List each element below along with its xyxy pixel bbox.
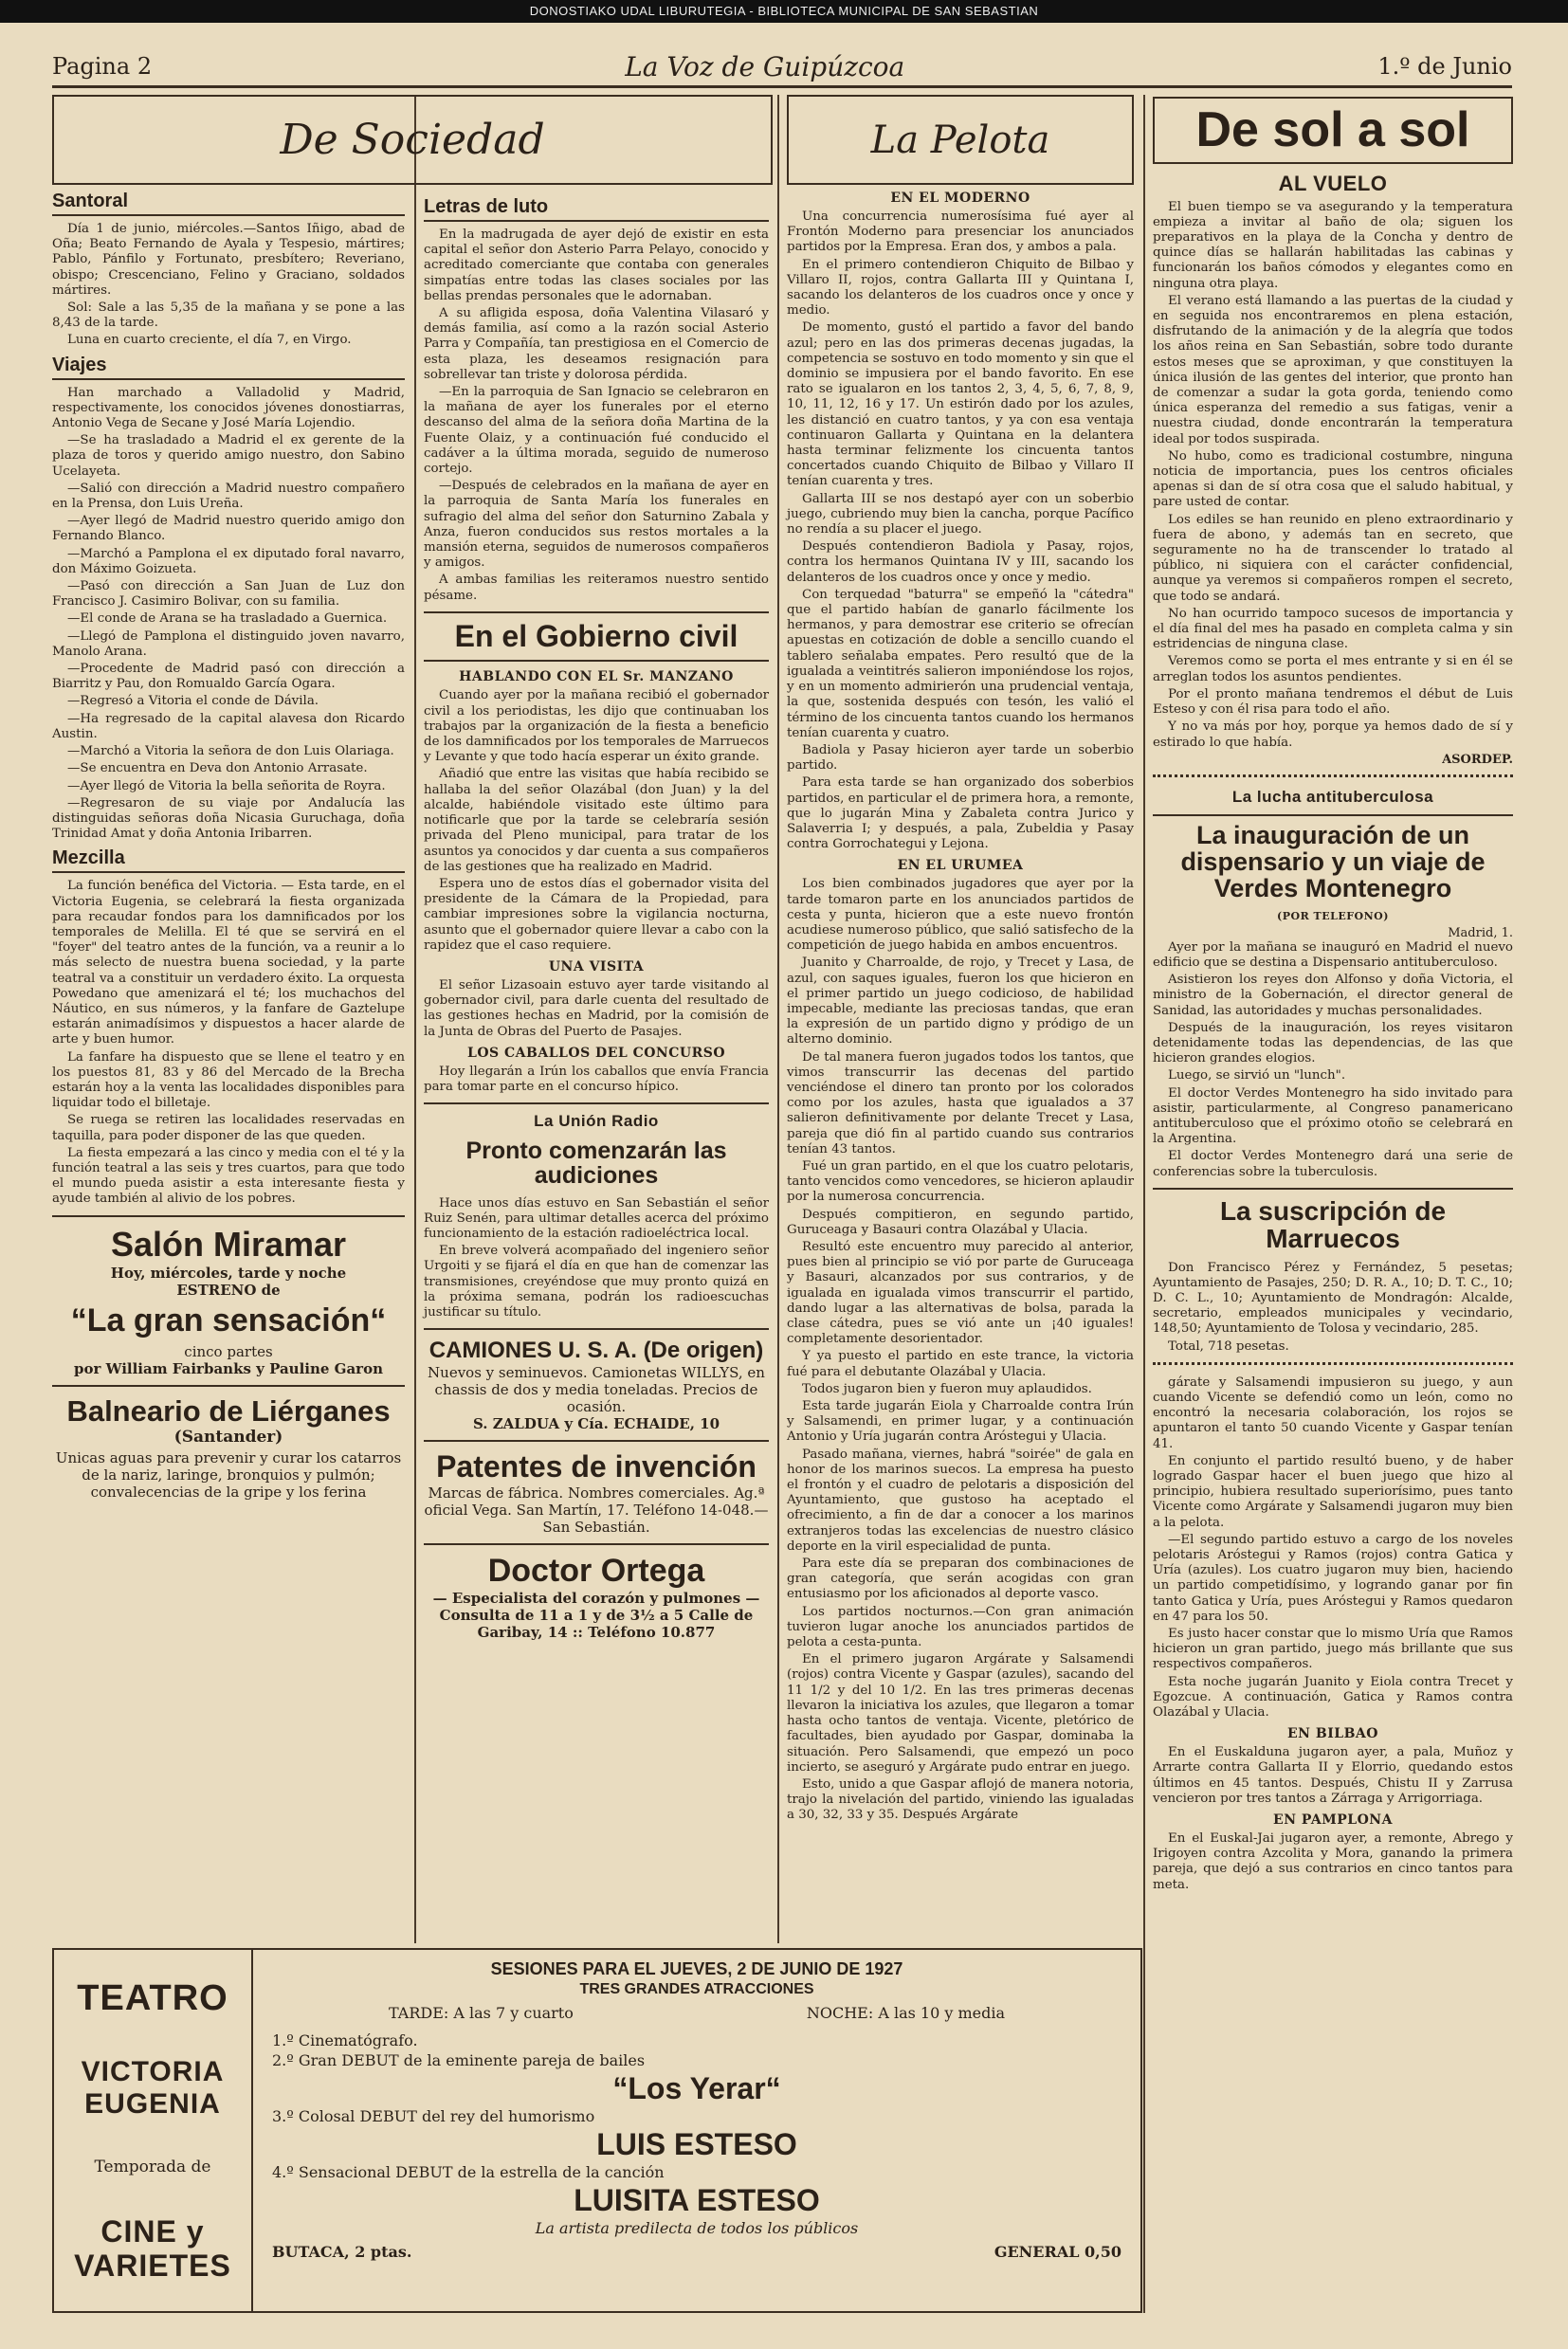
viajes-para: —Llegó de Pamplona el distinguido joven navarro, Manolo Arana. bbox=[52, 628, 405, 659]
archive-bar: DONOSTIAKO UDAL LIBURUTEGIA - BIBLIOTECA MUNICIPAL DE SAN SEBASTIAN bbox=[0, 0, 1568, 23]
theatre-act: “Los Yerar“ bbox=[612, 2071, 781, 2105]
fiesta-para: Los partidos nocturnos.—Con gran animación tuvieron lugar anoche los anunciados partidos de pelota a cesta-punta. bbox=[787, 1604, 1134, 1650]
radio-para: En breve volverá acompañado del ingeniero señor Urgoiti y se fijará el día en que han de comenzar las transmisiones, creyéndose que muy pronto quizá en la próxima semana, podrán los radioescuchas justificar su título. bbox=[424, 1244, 769, 1320]
ad-miramar-line: ESTRENO de bbox=[176, 1281, 281, 1299]
theatre-noche: NOCHE: A las 10 y media bbox=[806, 2004, 1006, 2022]
gobierno-subhead: UNA VISITA bbox=[548, 958, 645, 974]
marruecos-para: Don Francisco Pérez y Fernández, 5 pesetas; Ayuntamiento de Pasajes, 250; D. R. A., 10; D. T. C., 10; D. C. L., 10; Ayuntamiento de Mondragón: Alcalde, secretario, empleados municipales y vecindario, 148,50; Ayuntamiento de Tolosa y vecindario, 285. bbox=[1153, 1260, 1513, 1337]
lucha-para: Asistieron los reyes don Alfonso y doña Victoria, el ministro de la Gobernación, el director general de Sanidad, las autoridades y muchas personalidades. bbox=[1153, 973, 1513, 1018]
divider bbox=[1153, 1188, 1513, 1190]
fiesta-para: En el primero jugaron Argárate y Salsamendi (rojos) contra Vicente y Gaspar (azules), sacando del 11 1/2 y del 10 1/2. En las tres primeras decenas llevaron la iniciativa los azules, que llegaron a tomar hasta ocho tantos de ventaja. Vicente, pletórico de facultades, bien ayudado por Gaspar, dominaba la situación. Pero Salsamendi, que empezó un poco incierto, se aseguró y Argárate pudo entrar en juego. bbox=[787, 1652, 1134, 1775]
ad-miramar-name: Salón Miramar bbox=[110, 1224, 347, 1264]
santoral-para: Día 1 de junio, miércoles.—Santos Iñigo, abad de Oña; Beato Fernando de Ayala y Tespesio, mártires; Pablo, Pánfilo y Fortunato, presbítero; Reveriano, obispo; Crescenciano, Felino y Graciano, soldados mártires. bbox=[52, 222, 405, 298]
fiesta-para: Para este día se preparan dos combinaciones de gran categoría, que serán acogidas con gran entusiasmo por los aficionados al deporte vasco. bbox=[787, 1557, 1134, 1602]
viajes-para: —Salió con dirección a Madrid nuestro compañero en la Prensa, don Luis Ureña. bbox=[52, 481, 405, 512]
theatre-item: 1.º Cinematógrafo. bbox=[272, 2031, 418, 2049]
urumea-para: Después compitieron, en segundo partido, Guruceaga y Basauri contra Olazábal y Ulacia. bbox=[787, 1207, 1134, 1237]
mezcla-para: La fanfare ha dispuesto que se llene el teatro y en los puestos 81, 83 y 86 del Mercado de la Brecha estarán hoy a la venta las localidades disponibles para liquidar todo el billetaje. bbox=[52, 1049, 405, 1111]
viajes-para: —Marchó a Pamplona el ex diputado foral navarro, don Máximo Goizueta. bbox=[52, 546, 405, 576]
theatre-item: 4.º Sensacional DEBUT de la estrella de la canción bbox=[272, 2163, 665, 2181]
divider bbox=[52, 1215, 405, 1217]
sol-para: Por el pronto mañana tendremos el début de Luis Esteso y con él risa para todo el año. bbox=[1153, 686, 1513, 718]
theatre-name-block bbox=[54, 1950, 253, 2311]
urumea-para: Los bien combinados jugadores que ayer por la tarde tomaron parte en los anunciados partidos de cesta y punta, hicieron que a este nuevo frontón acudiese numeroso público, que salió satisfecho de la competición de juego habida en ambos encuentros. bbox=[787, 877, 1134, 954]
viajes-para: —Marchó a Vitoria la señora de don Luis Olariaga. bbox=[67, 744, 394, 759]
luto-para: —Después de celebrados en la mañana de ayer en la parroquia de Santa María los funerales en sufragio del alma del señor don Saturnino Zabala y Anza, fueron conducidos sus restos mortales a la mansión eterna, seguidos de numerosos compañeros y amigos. bbox=[424, 479, 769, 571]
urumea-para: Todos jugaron bien y fueron muy aplaudidos. bbox=[802, 1381, 1092, 1396]
ad-patentes-name: Patentes de invención bbox=[436, 1449, 757, 1484]
lucha-para: Ayer por la mañana se inauguró en Madrid el nuevo edificio que se destina a Dispensario antituberculoso. bbox=[1153, 939, 1513, 970]
sol-headline: De sol a sol bbox=[1153, 97, 1513, 164]
ad-camiones-name: CAMIONES U. S. A. (De origen) bbox=[428, 1338, 764, 1364]
luto-para: A su afligida esposa, doña Valentina Vilasaró y demás familia, así como a la razón social Asterio Parra y Compañía, tan prestigiosa en el Comercio de esta plaza, les deseamos resignación para sobrellevar tan triste y dolorosa pérdida. bbox=[424, 306, 769, 382]
continuation-para: —El segundo partido estuvo a cargo de los noveles pelotaris Aróstegui y Ramos (rojos) contra Gatica y Uría (azules). Los cuatro jugaron muy bien, haciendo un partido competidísimo, y logrando ganar por fin tanto Gatica y Uría, pues Aróstegui y Ramos quedaron en 47 para los 50. bbox=[1153, 1532, 1513, 1624]
continuation-para: Es justo hacer constar que lo mismo Uría que Ramos hicieron un gran partido, juego más brillante que sus respectivos compañeros. bbox=[1153, 1627, 1513, 1672]
fiesta-para: Pasado mañana, viernes, habrá "soirée" de gala en honor de los marinos suecos. La empresa ha puesto el frontón y el cuadro de pelotaris a disposición del Ayuntamiento, que gustoso ha aceptado el ofrecimiento, a fin de dar a conocer a los marinos extranjeros todas las excelencias de nuestro clásico deporte en la viril especialidad de punta. bbox=[787, 1447, 1134, 1554]
urumea-para: Resultó este encuentro muy parecido al anterior, pues bien al principio se vió por parte de Guruceaga y Basauri, alcanzados por sus contrarios, y de igualada en igualada vimos transcurrir el partido, dando lugar a las alternativas de bolsa, parada la clase cátedra, pues se vió ante un ¡40 iguales! completamente desorientador. bbox=[787, 1240, 1134, 1347]
gobierno-para: El señor Lizasoain estuvo ayer tarde visitando al gobernador civil, para darle cuenta del resultado de las gestiones hechas en Madrid, por la comisión de la Junta de Obras del Puerto de Pasajes. bbox=[424, 977, 769, 1039]
moderno-para: Una concurrencia numerosísima fué ayer al Frontón Moderno para presenciar los anunciados partidos por la Empresa. Eran dos, y ambos a pala. bbox=[787, 209, 1134, 255]
bilbao-para: En el Euskalduna jugaron ayer, a pala, Muñoz y Arrarte contra Gallarta II y Elorrio, quedando estos últimos en 45 tantos. Después, Chistu II y Zarrusa vencieron por tres tantos a Zárraga y Arrigorriaga. bbox=[1153, 1745, 1513, 1806]
pelota-banner bbox=[787, 95, 1134, 185]
urumea-para: Fué un gran partido, en el que los cuatro pelotaris, tanto vencidos como vencedores, se hicieron aplaudir por la numerosa concurrencia. bbox=[787, 1158, 1134, 1205]
theatre-name-line: VICTORIA EUGENIA bbox=[81, 2055, 225, 2120]
theatre-genre: CINE y VARIETES bbox=[74, 2214, 231, 2284]
divider bbox=[1153, 1362, 1513, 1368]
theatre-temporada: Temporada de bbox=[94, 2158, 211, 2177]
radio-para: Hace unos días estuvo en San Sebastián el señor Ruiz Senén, para ultimar detalles acerca del próximo funcionamiento de la estación radioeléctrica local. bbox=[424, 1195, 769, 1242]
ad-camiones-text: Nuevos y seminuevos. Camionetas WILLYS, en chassis de dos y media toneladas. Precios de ocasión. bbox=[428, 1364, 765, 1416]
ad-miramar-line: Hoy, miércoles, tarde y noche bbox=[110, 1264, 347, 1282]
theatre-item: 3.º Colosal DEBUT del rey del humorismo bbox=[272, 2107, 595, 2125]
mezcla-para: La fiesta empezará a las cinco y media con el té y la función teatral a las seis y tres cuartos, para que todo el mundo pueda asistir a esta interesante fiesta y ayude también al alivio de los pobres. bbox=[52, 1145, 405, 1207]
issue-date: 1.º de Junio bbox=[1377, 53, 1512, 80]
gobierno-subhead: LOS CABALLOS DEL CONCURSO bbox=[466, 1045, 726, 1061]
santoral-para: Luna en cuarto creciente, el día 7, en Virgo. bbox=[67, 333, 352, 348]
ad-doctor-ortega bbox=[424, 1553, 769, 1641]
theatre-tagline: La artista predilecta de todos los públicos bbox=[535, 2219, 859, 2237]
divider bbox=[52, 1385, 405, 1387]
column-divider bbox=[777, 95, 779, 1943]
santoral-heading: Santoral bbox=[52, 191, 405, 216]
luto-para: —En la parroquia de San Ignacio se celebraron en la mañana de ayer los funerales por el eterno descanso del alma de la señora doña Martina de la Fuente Olaiz, y a continuación fué conducido el cadáver a la última morada, seguido de numeroso cortejo. bbox=[424, 385, 769, 477]
urumea-para: Juanito y Charroalde, de rojo, y Trecet y Lasa, de azul, con saques iguales, fueron los que hicieron en el primer partido un juego codicioso, de habilidad impecable, mediante las preciosas tandas, que eran la expresión de un partido digno y pródigo de un alterno dominio. bbox=[787, 956, 1134, 1047]
theatre-tarde: TARDE: A las 7 y cuarto bbox=[388, 2004, 574, 2022]
urumea-para: Y ya puesto el partido en este trance, la victoria fué para el debutante Olazábal y Ulacia. bbox=[787, 1349, 1134, 1379]
lucha-para: Después de la inauguración, los reyes visitaron detenidamente todas las dependencias, de las que hicieron grandes elogios. bbox=[1153, 1020, 1513, 1066]
santoral-para: Sol: Sale a las 5,35 de la mañana y se pone a las 8,43 de la tarde. bbox=[52, 300, 405, 331]
urumea-subhead: EN EL URUMEA bbox=[897, 858, 1024, 874]
sol-para: No han ocurrido tampoco sucesos de importancia y el día final del mes ha pasado en completa calma y sin estridencias de ninguna clase. bbox=[1153, 606, 1513, 652]
divider bbox=[424, 1328, 769, 1330]
theatre-item: 2.º Gran DEBUT de la eminente pareja de bailes bbox=[272, 2051, 646, 2069]
sol-signature: ASORDEP. bbox=[1442, 752, 1513, 767]
theatre-butaca: BUTACA, 2 ptas. bbox=[272, 2243, 412, 2261]
ad-camiones-firm: S. ZALDUA y Cía. ECHAIDE, 10 bbox=[472, 1415, 720, 1433]
ad-miramar-line: por William Fairbanks y Pauline Garon bbox=[74, 1359, 383, 1377]
sol-para: El buen tiempo se va asegurando y la temperatura empieza a invitar al baño de ola; siguen los preparativos en la playa de la Concha y dentro de quince días se hallarán habilitadas las cabinas y funcionarán los baños cómodos y elegantes como en ninguna otra playa. bbox=[1153, 199, 1513, 291]
mezcla-para: Se ruega se retiren las localidades reservadas en taquilla, para poder disponer de las que queden. bbox=[52, 1113, 405, 1143]
ad-patentes-text: Marcas de fábrica. Nombres comerciales. Ag.ª oficial Vega. San Martín, 17. Teléfono 14-048.—San Sebastián. bbox=[424, 1484, 769, 1537]
mezcla-heading: Mezcilla bbox=[52, 847, 405, 873]
viajes-heading: Viajes bbox=[52, 355, 405, 380]
theatre-sub: TRES GRANDES ATRACCIONES bbox=[579, 1981, 814, 1997]
moderno-para: Después contendieron Badiola y Pasay, rojos, contra los hermanos Quintana IV y III, sacando los delanteros de los cuadros once y once y medio. bbox=[787, 539, 1134, 585]
ad-lierganes-name: Balneario de Liérganes bbox=[66, 1393, 391, 1428]
theatre-program bbox=[253, 1950, 1140, 2311]
divider bbox=[424, 1102, 769, 1104]
viajes-para: —Ayer llegó de Vitoria la bella señorita de Royra. bbox=[67, 778, 386, 793]
divider bbox=[424, 611, 769, 613]
column-4 bbox=[1153, 95, 1513, 2313]
sociedad-banner-title: De Sociedad bbox=[280, 116, 545, 164]
theatre-act: LUIS ESTESO bbox=[596, 2127, 797, 2161]
newspaper-name: La Voz de Guipúzcoa bbox=[625, 50, 905, 82]
viajes-para: —Regresó a Vitoria el conde de Dávila. bbox=[67, 694, 319, 709]
lucha-byline: (POR TELEFONO) bbox=[1277, 909, 1389, 922]
ad-miramar-film: “La gran sensación“ bbox=[70, 1302, 387, 1338]
luto-para: A ambas familias les reiteramos nuestro sentido pésame. bbox=[424, 573, 769, 603]
lucha-dateline: Madrid, 1. bbox=[1448, 925, 1513, 940]
gobierno-para: Cuando ayer por la mañana recibió el gobernador civil a los periodistas, les dijo que continuaban los trabajos par la organización de la fiesta a beneficio de los damnificados por los temporales de Marruecos y Levante y que todo hacía esperar un éxito grande. bbox=[424, 688, 769, 765]
theatre-name-line: TEATRO bbox=[77, 1977, 228, 2018]
continuation-para: gárate y Salsamendi impusieron su juego, y aun cuando Vicente se defendió como un león, como no encontró la necesaria colaboración, los rojos se apuntaron el tanto 50 cuando Vicente y Gaspar tenían 41. bbox=[1153, 1375, 1513, 1451]
marruecos-para: Total, 718 pesetas. bbox=[1168, 1338, 1289, 1354]
lucha-para: Luego, se sirvió un "lunch". bbox=[1168, 1068, 1346, 1083]
pamplona-para: En el Euskal-Jai jugaron ayer, a remonte, Abrego y Irigoyen contra Azcolita y Mora, ganando la primera pareja, que dejó a sus contrarios en cinco tantos para meta. bbox=[1153, 1831, 1513, 1892]
pelota-banner-title: La Pelota bbox=[870, 118, 1050, 162]
gobierno-para: Hoy llegarán a Irún los caballos que envía Francia para tomar parte en el concurso hípico. bbox=[424, 1064, 769, 1094]
moderno-subhead: EN EL MODERNO bbox=[890, 191, 1030, 206]
column-divider bbox=[1143, 95, 1145, 2313]
page-number: Pagina 2 bbox=[52, 53, 153, 80]
viajes-para: —Se encuentra en Deva don Antonio Arrasate. bbox=[67, 761, 368, 776]
divider bbox=[424, 1440, 769, 1442]
masthead bbox=[52, 49, 1512, 83]
gobierno-para: Añadió que entre las visitas que había recibido se hallaba la del señor Olazábal (don Juan) y la del alcalde, habiéndole visitado este último para notificarle que por la tarde se celebraría sesión privada del Pleno municipal, para tratar de los asuntos ya conocidos y dar cuenta a sus compañeros de las gestiones que ha realizado en Madrid. bbox=[424, 767, 769, 874]
luto-para: En la madrugada de ayer dejó de existir en esta capital el señor don Asterio Parra Pelayo, conocido y acreditado comerciante que contaba con generales simpatías entre todas las clases sociales por las bellas prendas personales que le adornaban. bbox=[424, 228, 769, 303]
ad-salon-miramar bbox=[52, 1225, 405, 1377]
lucha-headline: La inauguración de un dispensario y un viaje de Verdes Montenegro bbox=[1153, 814, 1513, 902]
gobierno-para: Espera uno de estos días el gobernador visita del presidente de la Cámara de la Propiedad, para cambiar impresiones sobre la vigilancia nocturna, asunto que el gobernador quiere llevar a cabo con la rapidez que el caso requiere. bbox=[424, 876, 769, 953]
urumea-para: De tal manera fueron jugados todos los tantos, que vimos transcurrir las decenas del partido venciéndose el dinero tan pronto por los colorados como por los azules, hasta que igualados a 37 salieron definitivamente por delante Trecet y Lasa, pareja que dió fin al partido cuando sus contrarios tenían 43 tantos. bbox=[787, 1049, 1134, 1156]
continuation-para: En conjunto el partido resultó bueno, y de haber logrado Gaspar hacer el buen juego que hizo al principio, hubiera resultado superiorísimo, pues tanto Vicente como Argárate y Salsamendi jugaron muy bien a la pelota. bbox=[1153, 1453, 1513, 1530]
theatre-header: SESIONES PARA EL JUEVES, 2 DE JUNIO DE 1927 bbox=[490, 1959, 903, 1978]
masthead-rule bbox=[52, 85, 1512, 88]
radio-headline: Pronto comenzarán las audiciones bbox=[465, 1138, 727, 1190]
viajes-para: —Regresaron de su viaje por Andalucía las distinguidas señoras doña Nicasia Guruchaga, doña Trinidad Amat y doña Antonia Iribarren. bbox=[52, 795, 405, 842]
moderno-para: De momento, gustó el partido a favor del bando azul; pero en las dos primeras decenas jugadas, la competencia se sostuvo en todo momento y sin que el dominio se impusiera por el bando favorito. En ese rato se igualaron en los tantos 2, 3, 4, 5, 6, 7, 8, 9, 10, 11, 12, 16 y 17. Un estirón dado por los azules, les distanció en cuatro tantos, y ya con esa ventaja continuaron Gallarta y Quintana en la delantera hasta terminar felizmente los cincuenta tantos concertados cuando Chiquito de Bilbao y Villaro II tenían cuarenta y tres. bbox=[787, 320, 1134, 489]
ad-lierganes-place: (Santander) bbox=[173, 1427, 283, 1447]
moderno-para: En el primero contendieron Chiquito de Bilbao y Villaro II, rojos, contra Gallarta III y Quintana I, sacando los delanteros de los cuadros once y once y medio. bbox=[787, 257, 1134, 319]
ad-lierganes-text: Unicas aguas para prevenir y curar los catarros de la nariz, laringe, bronquios y pulmón; convalecencias de la gripe y los ferina bbox=[55, 1448, 402, 1501]
bilbao-subhead: EN BILBAO bbox=[1287, 1726, 1378, 1742]
sol-subhead: AL VUELO bbox=[1278, 171, 1388, 195]
theatre-act: LUISITA ESTESO bbox=[574, 2183, 820, 2217]
sol-para: Los ediles se han reunido en pleno extraordinario y fuera de abono, y además tan en secreto, que seguramente no ha de transcender lo tratado al público, ni siquiera con el carácter confidencial, aunque ya veremos si compañeros rompen el secreto, que todo se andará. bbox=[1153, 512, 1513, 604]
divider bbox=[1153, 774, 1513, 780]
sol-para: Veremos como se porta el mes entrante y si en él se arreglan todos los asuntos pendientes. bbox=[1153, 654, 1513, 684]
lucha-para: El doctor Verdes Montenegro dará una serie de conferencias sobre la tuberculosis. bbox=[1153, 1149, 1513, 1179]
divider bbox=[424, 1543, 769, 1545]
moderno-para: Badiola y Pasay hicieron ayer tarde un soberbio partido. bbox=[787, 742, 1134, 774]
marruecos-headline: La suscripción de Marruecos bbox=[1219, 1195, 1447, 1254]
sol-para: No hubo, como es tradicional costumbre, ninguna noticia de importancia, pues los centros oficiales apenas si dan de sí otra cosa que el saludo habitual, y pare usted de contar. bbox=[1153, 448, 1513, 510]
sol-para: Y no va más por hoy, porque ya hemos dado de sí y estirado lo que había. bbox=[1153, 719, 1513, 750]
lucha-para: El doctor Verdes Montenegro ha sido invitado para asistir, particularmente, al Congreso panamericano antituberculoso que el próximo otoño se celebrará en la Argentina. bbox=[1153, 1085, 1513, 1147]
moderno-para: Para esta tarde se han organizado dos soberbios partidos, en particular el de primera hora, a remonte, que lo jugarán Mina y Zabaleta contra Jurico y Salaverria I; y después, a pala, Zubeldia y Pasay contra Gorrochategui y Lejona. bbox=[787, 775, 1134, 852]
theatre-general: GENERAL 0,50 bbox=[994, 2243, 1121, 2261]
sol-para: El verano está llamando a las puertas de la ciudad y en seguida nos encontraremos en plena estación, disfrutando de la animación y de la alegría que todos los años reina en San Sebastián, sobre todo durante estos meses que se aproximan, y que constituyen la única ilusión de las gentes del interior, que pronto han de comenzar a sudar la gota gorda, teniendo como única esperanza del remedio a sus fatigas, venir a nuestra ciudad, donde encontrarán la temperatura ideal por todos suspirada. bbox=[1153, 293, 1513, 446]
gobierno-headline: En el Gobierno civil bbox=[454, 618, 738, 653]
viajes-para: —Pasó con dirección a San Juan de Luz don Francisco J. Casimiro Bolivar, con su familia. bbox=[52, 579, 405, 610]
ad-balneario-lierganes bbox=[52, 1394, 405, 1501]
ad-ortega-text: — Especialista del corazón y pulmones — Consulta de 11 a 1 y de 3½ a 5 Calle de Garibay, 14 :: Teléfono 10.877 bbox=[432, 1590, 760, 1642]
viajes-para: —Procedente de Madrid pasó con dirección a Biarritz y Pau, don Romualdo García Ogara. bbox=[52, 662, 405, 692]
ad-miramar-line: cinco partes bbox=[184, 1342, 273, 1360]
luto-heading: Letras de luto bbox=[424, 196, 769, 222]
viajes-para: —Se ha trasladado a Madrid el ex gerente de la plaza de toros y querido amigo nuestro, don Sabino Ucelayeta. bbox=[52, 433, 405, 479]
ad-teatro-victoria-eugenia bbox=[52, 1948, 1142, 2313]
radio-kicker: La Unión Radio bbox=[534, 1112, 659, 1131]
column-2 bbox=[424, 95, 769, 1943]
viajes-para: —El conde de Arana se ha trasladado a Guernica. bbox=[67, 611, 388, 627]
urumea-para: Esta tarde jugarán Eiola y Charroalde contra Irún y Salsamendi, en primer lugar, y a continuación Antonio y Uría jugarán contra Aróstegui y Ulacia. bbox=[787, 1399, 1134, 1445]
ad-ortega-name: Doctor Ortega bbox=[487, 1553, 705, 1590]
viajes-para: —Ayer llegó de Madrid nuestro querido amigo don Fernando Blanco. bbox=[52, 514, 405, 544]
ad-patentes bbox=[424, 1449, 769, 1536]
continuation-para: Esta noche jugarán Juanito y Eiola contra Trecet y Egozcue. A continuación, Gatica y Ramos contra Olazábal y Ulacia. bbox=[1153, 1674, 1513, 1721]
mezcla-para: La función benéfica del Victoria. — Esta tarde, en el Victoria Eugenia, se celebrará la fiesta organizada para recaudar fondos para los damnificados por los temporales de Melilla. El té que se servirá en el "foyer" del teatro antes de la función, va a reunir a lo más selecto de nuestra buena sociedad, y la parte teatral va a constituir un verdadero éxito. La orquesta Powedano que amenizará el té; los muchachos del Náutico, en sus números, y la fanfare de Gaztelupe estarán animadísimos y dispuestos a hacer alarde de arte y buen humor. bbox=[52, 879, 405, 1047]
column-divider bbox=[414, 95, 416, 1943]
fiesta-para: Esto, unido a que Gaspar aflojó de manera notoria, trajo la nivelación del partido, viniendo las igualadas a 30, 32, 33 y 35. Después Argárate bbox=[787, 1776, 1134, 1823]
moderno-para: Gallarta III se nos destapó ayer con un soberbio juego, cubriendo muy bien la cancha, porque Pacífico no rendía a su placer el juego. bbox=[787, 491, 1134, 537]
viajes-para: —Ha regresado de la capital alavesa don Ricardo Austin. bbox=[52, 711, 405, 741]
divider bbox=[424, 660, 769, 662]
moderno-para: Con terquedad "baturra" se empeñó la "cátedra" que el partido habían de ganarlo fácilmente los hermanos, y para demostrar ese criterio se ofrecían apuestas en cotización de doble a sencillo cuando el tablero señalaba empates. Pero resultó que de la igualada a veintitrés salieron imponiéndose los rojos, y en un momento admirierón una prudencial ventaja, la que, sostenida después con tesón, les valió el término de los cincuenta tantos cuando los hermanos tenían cuarenta y cuatro. bbox=[787, 587, 1134, 740]
ad-camiones bbox=[424, 1338, 769, 1432]
gobierno-subhead: HABLANDO CON EL Sr. MANZANO bbox=[459, 669, 734, 685]
viajes-para: Han marchado a Valladolid y Madrid, respectivamente, los conocidos jóvenes donostiarras, Antonio Vega de Secane y José María Lojendio. bbox=[52, 385, 405, 431]
lucha-kicker: La lucha antituberculosa bbox=[1231, 787, 1434, 806]
pamplona-subhead: EN PAMPLONA bbox=[1273, 1812, 1393, 1829]
